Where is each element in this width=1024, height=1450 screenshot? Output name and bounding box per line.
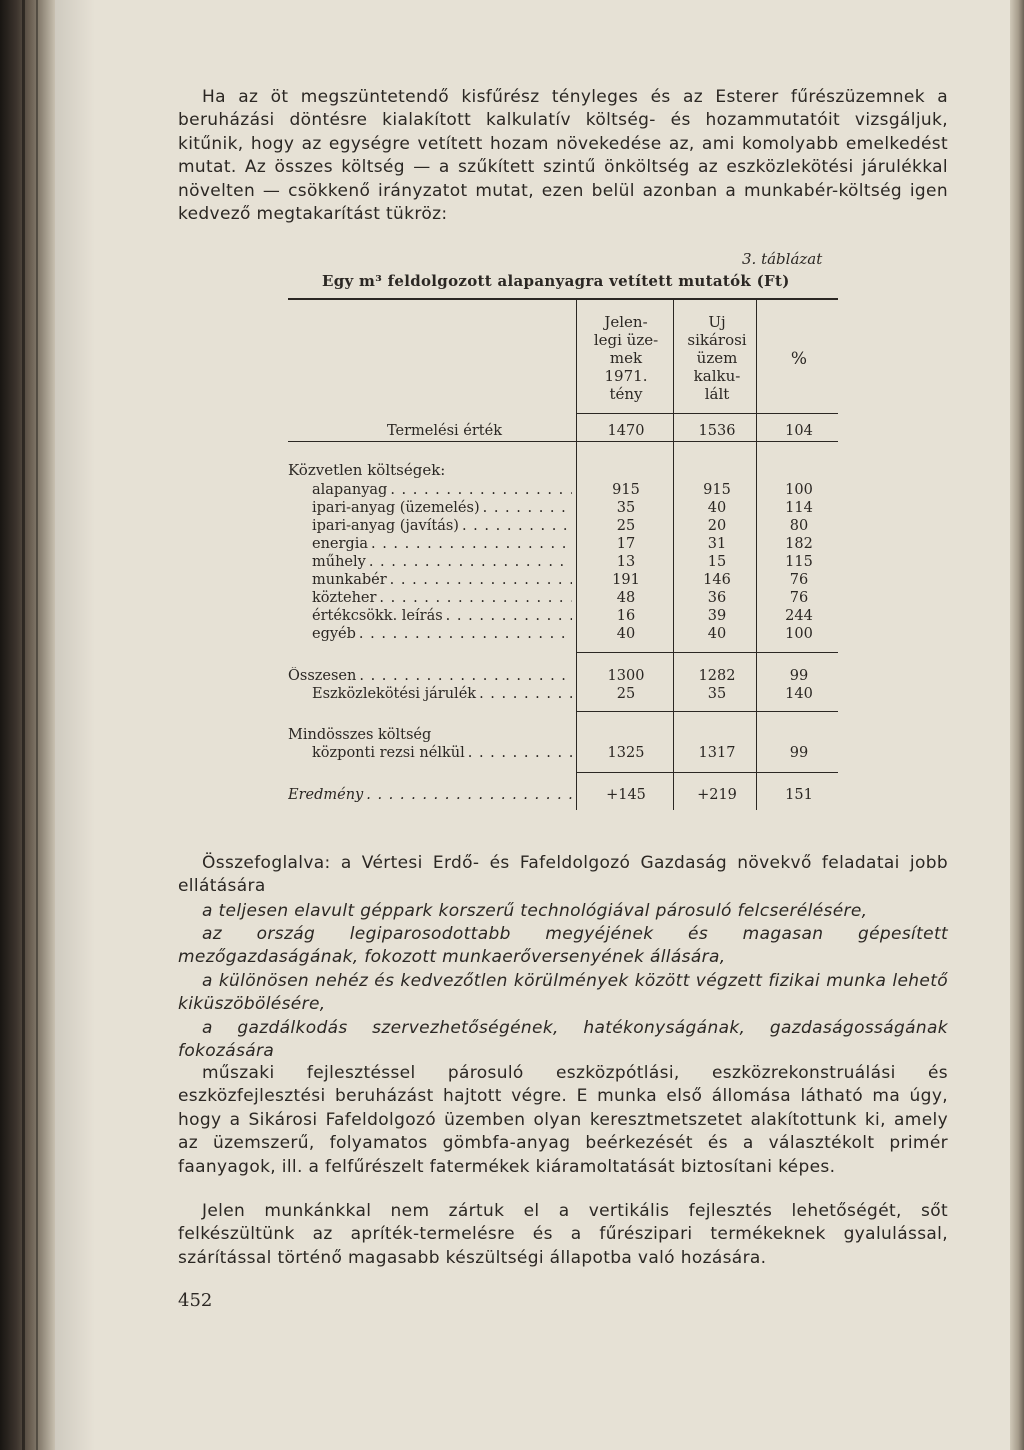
table-cell: 40	[707, 500, 727, 516]
table-cell: 76	[789, 590, 809, 606]
result-label: Eredmény . . .	[288, 786, 572, 804]
production-new: 1536	[698, 423, 736, 439]
table-cell: 99	[789, 745, 809, 761]
table-cell: 13	[616, 554, 636, 570]
summary-lead: Összefoglalva: a Vértesi Erdő- és Fafeldolgozó Gazdaság növekvő feladatai jobb ellátására	[178, 853, 948, 897]
table-cell: 20	[707, 518, 727, 534]
column-header-current: Jelen- legi üze- mek 1971. tény	[593, 313, 659, 403]
table-cell: 244	[785, 608, 813, 624]
table-cell: 151	[785, 787, 813, 803]
indicator-table	[288, 298, 838, 810]
table-cell: 915	[612, 482, 640, 498]
page-edge	[1010, 0, 1024, 1450]
italic-point: az ország legiparosodottabb megyéjének és magasan gépesített mezőgazdaságának, fokozott munkaerőversenyének állására,	[178, 924, 948, 968]
table-row-label: értékcsökk. leírás . . .	[288, 607, 572, 625]
table-row-label: ipari-anyag (javítás) . . .	[288, 517, 572, 535]
book-spine	[0, 0, 55, 1450]
column-rule-1	[576, 298, 577, 810]
table-cell: 191	[612, 572, 640, 588]
production-label: Termelési érték	[386, 423, 502, 439]
italic-point: a teljesen elavult géppark korszerű technológiával párosuló felcserélésére,	[202, 901, 868, 921]
column-rule-2	[673, 298, 674, 810]
direct-costs-rule	[576, 652, 838, 653]
table-cell: 39	[707, 608, 727, 624]
table-cell: +145	[606, 787, 646, 803]
header-bottom-rule	[576, 413, 838, 414]
total-row-label: Eszközlekötési járulék . . .	[288, 685, 572, 703]
table-cell: 17	[616, 536, 636, 552]
italic-point: a különösen nehéz és kedvezőtlen körülmények között végzett fizikai munka lehető kiküszöbölésére,	[178, 971, 948, 1015]
table-cell: 36	[707, 590, 727, 606]
production-current: 1470	[607, 423, 645, 439]
table-cell: 40	[616, 626, 636, 642]
table-row-label: ipari-anyag (üzemelés) . . .	[288, 499, 572, 517]
grand-total-label-line1: Mindösszes költség	[288, 727, 432, 743]
italic-point: a gazdálkodás szervezhetőségének, hatékonyságának, gazdaságosságának fokozására	[178, 1018, 948, 1062]
table-cell: 35	[616, 500, 636, 516]
table-cell: 25	[616, 518, 636, 534]
table-cell: 1325	[607, 745, 645, 761]
column-header-percent: %	[790, 349, 808, 369]
table-cell: 100	[785, 626, 813, 642]
table-cell: 115	[785, 554, 813, 570]
column-header-new: Uj sikárosi üzem kalku- lált	[687, 313, 747, 403]
table-row-label: munkabér . . .	[288, 571, 572, 589]
table-cell: 182	[785, 536, 813, 552]
grand-total-label-line2: központi rezsi nélkül . . .	[288, 744, 572, 762]
table-cell: 100	[785, 482, 813, 498]
intro-paragraph: Ha az öt megszüntetendő kisfűrész tényleges és az Esterer fűrészüzemnek a beruházási döntésre kialakított kalkulatív költség- és hozammutatóit vizsgáljuk, kitűnik, hogy az egységre vetített hozam növekedése az, ami komolyabb emelkedést mutat. Az összes költség — a szűkített szintű önköltség az eszközlekötési járulékkal növelten — csökkenő irányzatot mutat, ezen belül azonban a munkabér-költség igen kedvező megtakarítást tükröz:	[178, 87, 948, 225]
development-paragraph: műszaki fejlesztéssel párosuló eszközpótlási, eszközrekonstruálási és eszközfejlesztési beruházást hajtott végre. E munka első állomása látható ma úgy, hogy a Sikárosi Fafeldolgozó üzemben olyan keresztmetszetet alakítottunk ki, amely az üzemszerű, folyamatos gömbfa-anyag beérkezését és a választékolt primér faanyagok, ill. a felfűrészelt fatermékek kiáramoltatását biztosítani képes.	[178, 1063, 948, 1177]
table-cell: 76	[789, 572, 809, 588]
table-cell: 1282	[698, 668, 736, 684]
direct-costs-heading: Közvetlen költségek:	[288, 461, 446, 479]
totals-rule	[576, 711, 838, 712]
table-cell: 1317	[698, 745, 736, 761]
table-cell: 140	[785, 686, 813, 702]
table-cell: 99	[789, 668, 809, 684]
table-cell: +219	[697, 787, 737, 803]
table-row-label: közteher . . .	[288, 589, 572, 607]
table-cell: 25	[616, 686, 636, 702]
table-cell: 16	[616, 608, 636, 624]
table-cell: 114	[785, 500, 813, 516]
table-cell: 80	[789, 518, 809, 534]
table-cell: 146	[703, 572, 731, 588]
table-title: Egy m³ feldolgozott alapanyagra vetített mutatók (Ft)	[322, 272, 790, 290]
table-cell: 48	[616, 590, 636, 606]
table-number: 3. táblázat	[742, 250, 823, 268]
table-cell: 1300	[607, 668, 645, 684]
closing-paragraph: Jelen munkánkkal nem zártuk el a vertikális fejlesztés lehetőségét, sőt felkészültünk az apríték-termelésre és a fűrészipari termékeknek gyalulással, szárítással történő magasabb készültségi állapotba való hozására.	[178, 1201, 948, 1268]
grand-total-rule	[576, 772, 838, 773]
production-percent: 104	[785, 423, 813, 439]
table-cell: 31	[707, 536, 727, 552]
table-row-label: energia . . .	[288, 535, 572, 553]
table-cell: 15	[707, 554, 727, 570]
table-cell: 40	[707, 626, 727, 642]
table-row-label: egyéb . . .	[288, 625, 572, 643]
table-cell: 915	[703, 482, 731, 498]
page-number: 452	[178, 1290, 213, 1311]
table-row-label: alapanyag . . .	[288, 481, 572, 499]
total-row-label: Összesen . . .	[288, 667, 572, 685]
table-row-label: műhely . . .	[288, 553, 572, 571]
table-cell: 35	[707, 686, 727, 702]
